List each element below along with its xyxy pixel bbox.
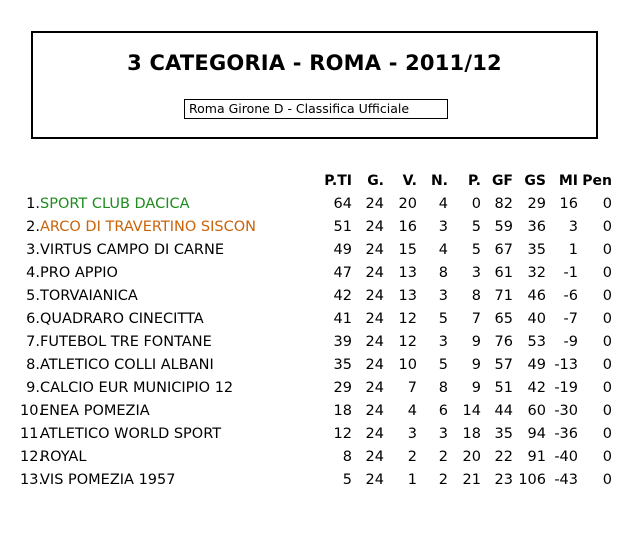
mi-cell: 16 (559, 196, 578, 212)
table-row (20, 401, 620, 424)
team-name: TORVAIANICA (40, 288, 138, 304)
games-cell: 24 (365, 357, 384, 373)
team-rank: 6. (26, 311, 40, 327)
table-row (20, 217, 620, 240)
mi-cell: -1 (563, 265, 578, 281)
games-cell: 24 (365, 242, 384, 258)
games-cell: 24 (365, 449, 384, 465)
table-row (20, 194, 620, 217)
team-name: SPORT CLUB DACICA (40, 196, 190, 212)
draws-cell: 4 (438, 196, 448, 212)
draws-cell: 5 (438, 357, 448, 373)
table-row (20, 470, 620, 493)
goals-against-cell: 42 (527, 380, 546, 396)
team-rank: 1. (26, 196, 40, 212)
penalty-cell: 0 (602, 472, 612, 488)
table-row (20, 286, 620, 309)
goals-against-cell: 106 (518, 472, 546, 488)
mi-cell: 1 (568, 242, 578, 258)
wins-cell: 13 (398, 288, 417, 304)
penalty-cell: 0 (602, 242, 612, 258)
wins-cell: 7 (407, 380, 417, 396)
losses-cell: 21 (462, 472, 481, 488)
draws-cell: 3 (438, 426, 448, 442)
team-rank: 3. (26, 242, 40, 258)
team-name: ATLETICO COLLI ALBANI (40, 357, 214, 373)
team-rank: 8. (26, 357, 40, 373)
draws-cell: 3 (438, 334, 448, 350)
wins-cell: 20 (398, 196, 417, 212)
penalty-cell: 0 (602, 357, 612, 373)
header-box (31, 31, 598, 139)
goals-against-cell: 32 (527, 265, 546, 281)
points-cell: 49 (333, 242, 352, 258)
goals-against-cell: 36 (527, 219, 546, 235)
team-name: ENEA POMEZIA (40, 403, 150, 419)
losses-cell: 5 (471, 219, 481, 235)
penalty-cell: 0 (602, 196, 612, 212)
table-row (20, 240, 620, 263)
draws-cell: 6 (438, 403, 448, 419)
losses-cell: 9 (471, 357, 481, 373)
column-header-losses: P. (467, 173, 481, 189)
penalty-cell: 0 (602, 403, 612, 419)
table-row (20, 355, 620, 378)
penalty-cell: 0 (602, 311, 612, 327)
goals-against-cell: 46 (527, 288, 546, 304)
wins-cell: 10 (398, 357, 417, 373)
column-header-mi: MI (558, 173, 578, 189)
wins-cell: 12 (398, 311, 417, 327)
goals-against-cell: 40 (527, 311, 546, 327)
games-cell: 24 (365, 196, 384, 212)
draws-cell: 3 (438, 219, 448, 235)
goals-for-cell: 71 (494, 288, 513, 304)
losses-cell: 0 (471, 196, 481, 212)
mi-cell: -9 (563, 334, 578, 350)
draws-cell: 2 (438, 449, 448, 465)
games-cell: 24 (365, 403, 384, 419)
losses-cell: 5 (471, 242, 481, 258)
draws-cell: 3 (438, 288, 448, 304)
goals-against-cell: 35 (527, 242, 546, 258)
team-rank: 2. (26, 219, 40, 235)
team-rank: 12. (20, 449, 44, 465)
games-cell: 24 (365, 334, 384, 350)
wins-cell: 12 (398, 334, 417, 350)
points-cell: 8 (342, 449, 352, 465)
goals-for-cell: 51 (494, 380, 513, 396)
mi-cell: -40 (554, 449, 578, 465)
losses-cell: 8 (471, 288, 481, 304)
team-name: CALCIO EUR MUNICIPIO 12 (40, 380, 234, 396)
team-name: ROYAL (40, 449, 87, 465)
table-row (20, 378, 620, 401)
column-header-wins: V. (402, 173, 417, 189)
penalty-cell: 0 (602, 334, 612, 350)
penalty-cell: 0 (602, 380, 612, 396)
mi-cell: -13 (554, 357, 578, 373)
wins-cell: 1 (407, 472, 417, 488)
table-row (20, 424, 620, 447)
games-cell: 24 (365, 380, 384, 396)
draws-cell: 2 (438, 472, 448, 488)
points-cell: 47 (333, 265, 352, 281)
mi-cell: -43 (554, 472, 578, 488)
page-title: 3 CATEGORIA - ROMA - 2011/12 (127, 51, 502, 75)
table-row (20, 309, 620, 332)
team-name: VIRTUS CAMPO DI CARNE (40, 242, 224, 258)
losses-cell: 9 (471, 380, 481, 396)
team-name: FUTEBOL TRE FONTANE (40, 334, 212, 350)
goals-for-cell: 44 (494, 403, 513, 419)
team-name: QUADRARO CINECITTA (40, 311, 204, 327)
losses-cell: 3 (471, 265, 481, 281)
mi-cell: -6 (563, 288, 578, 304)
games-cell: 24 (365, 311, 384, 327)
wins-cell: 13 (398, 265, 417, 281)
points-cell: 39 (333, 334, 352, 350)
wins-cell: 3 (407, 426, 417, 442)
table-row (20, 263, 620, 286)
team-rank: 5. (26, 288, 40, 304)
goals-for-cell: 59 (494, 219, 513, 235)
table-header-row (20, 171, 620, 194)
penalty-cell: 0 (602, 449, 612, 465)
wins-cell: 16 (398, 219, 417, 235)
team-name: ATLETICO WORLD SPORT (40, 426, 222, 442)
losses-cell: 7 (471, 311, 481, 327)
games-cell: 24 (365, 288, 384, 304)
column-header-games: G. (367, 173, 384, 189)
penalty-cell: 0 (602, 288, 612, 304)
draws-cell: 8 (438, 380, 448, 396)
team-rank: 9. (26, 380, 40, 396)
subtitle-box: Roma Girone D - Classifica Ufficiale (184, 99, 448, 119)
losses-cell: 20 (462, 449, 481, 465)
draws-cell: 8 (438, 265, 448, 281)
goals-against-cell: 53 (527, 334, 546, 350)
mi-cell: -36 (554, 426, 578, 442)
team-rank: 4. (26, 265, 40, 281)
goals-against-cell: 29 (527, 196, 546, 212)
mi-cell: -7 (563, 311, 578, 327)
goals-against-cell: 94 (527, 426, 546, 442)
goals-for-cell: 57 (494, 357, 513, 373)
column-header-goals-against: GS (524, 173, 546, 189)
points-cell: 18 (333, 403, 352, 419)
goals-for-cell: 35 (494, 426, 513, 442)
losses-cell: 18 (462, 426, 481, 442)
wins-cell: 2 (407, 449, 417, 465)
goals-for-cell: 76 (494, 334, 513, 350)
goals-against-cell: 60 (527, 403, 546, 419)
team-name: ARCO DI TRAVERTINO SISCON (40, 219, 256, 235)
team-rank: 13. (20, 472, 44, 488)
mi-cell: 3 (568, 219, 578, 235)
losses-cell: 9 (471, 334, 481, 350)
mi-cell: -30 (554, 403, 578, 419)
team-name: PRO APPIO (40, 265, 118, 281)
team-rank: 10. (20, 403, 44, 419)
draws-cell: 4 (438, 242, 448, 258)
points-cell: 64 (333, 196, 352, 212)
goals-for-cell: 22 (494, 449, 513, 465)
games-cell: 24 (365, 426, 384, 442)
team-rank: 11. (20, 426, 44, 442)
points-cell: 29 (333, 380, 352, 396)
goals-against-cell: 49 (527, 357, 546, 373)
games-cell: 24 (365, 265, 384, 281)
column-header-points: P.TI (324, 173, 352, 189)
wins-cell: 15 (398, 242, 417, 258)
column-header-goals-for: GF (491, 173, 513, 189)
points-cell: 51 (333, 219, 352, 235)
games-cell: 24 (365, 219, 384, 235)
goals-for-cell: 65 (494, 311, 513, 327)
team-name: VIS POMEZIA 1957 (40, 472, 176, 488)
team-rank: 7. (26, 334, 40, 350)
table-row (20, 447, 620, 470)
goals-against-cell: 91 (527, 449, 546, 465)
wins-cell: 4 (407, 403, 417, 419)
points-cell: 35 (333, 357, 352, 373)
table-row (20, 332, 620, 355)
goals-for-cell: 61 (494, 265, 513, 281)
points-cell: 12 (333, 426, 352, 442)
goals-for-cell: 23 (494, 472, 513, 488)
column-header-draws: N. (430, 173, 448, 189)
goals-for-cell: 67 (494, 242, 513, 258)
standings-table (20, 171, 620, 493)
games-cell: 24 (365, 472, 384, 488)
points-cell: 41 (333, 311, 352, 327)
draws-cell: 5 (438, 311, 448, 327)
penalty-cell: 0 (602, 426, 612, 442)
points-cell: 5 (342, 472, 352, 488)
column-header-penalty: Pen (582, 173, 612, 189)
losses-cell: 14 (462, 403, 481, 419)
goals-for-cell: 82 (494, 196, 513, 212)
penalty-cell: 0 (602, 219, 612, 235)
penalty-cell: 0 (602, 265, 612, 281)
mi-cell: -19 (554, 380, 578, 396)
points-cell: 42 (333, 288, 352, 304)
